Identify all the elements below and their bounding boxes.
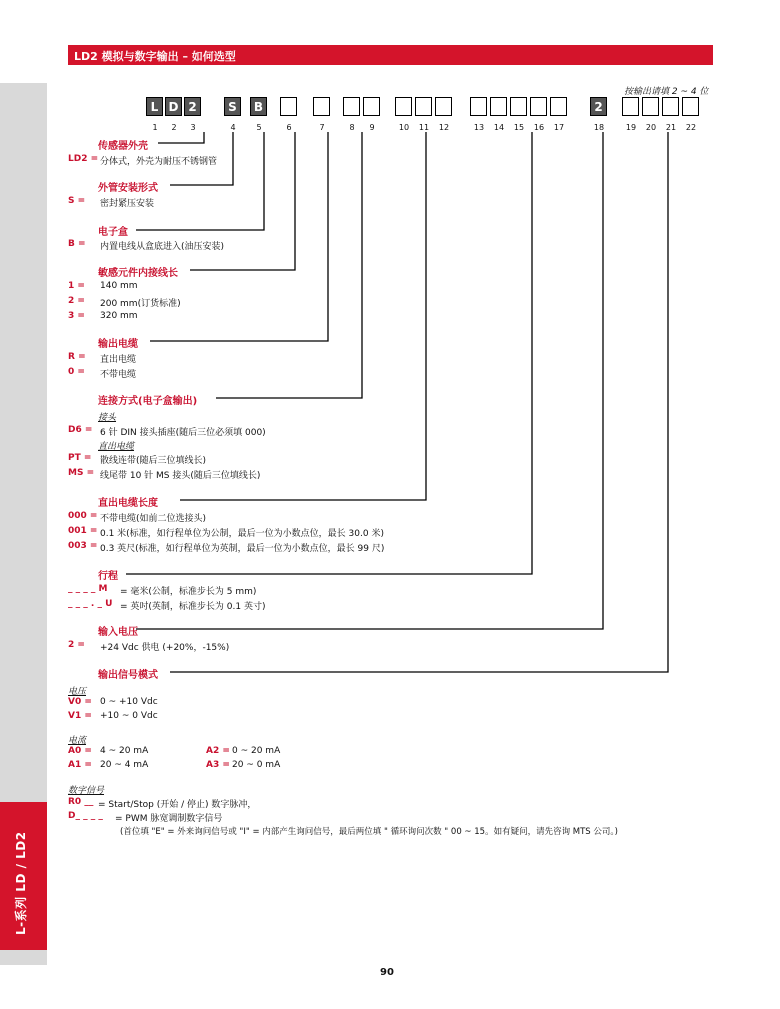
option-code: MS = [68,468,95,478]
option-desc: 20 ~ 4 mA [100,760,149,770]
section-title-electronics: 电子盒 [98,227,128,238]
subheading-cable: 直出电缆 [98,442,135,452]
leader-line-cable-length [180,132,426,500]
leader-line-voltage [136,132,603,629]
fill-note: 按输出请填 2 ~ 4 位 [624,87,709,97]
option-code: PT = [68,453,92,463]
option-code: 1 = [68,281,85,291]
code-box-18: 2 [590,97,607,116]
position-number: 1 [152,123,158,132]
position-number: 17 [553,123,565,132]
option-desc: = PWM 脉宽调制数字信号 [115,814,223,824]
option-desc: +24 Vdc 供电 (+20%，-15%) [100,643,230,653]
option-desc: 不带电缆 [100,370,137,380]
code-box-3: 2 [184,97,201,116]
position-number: 18 [593,123,605,132]
option-desc: 0.1 米(标准，如行程单位为公制，最后一位为小数点位，最长 30.0 米) [100,529,384,539]
option-desc: 4 ~ 20 mA [100,746,149,756]
option-code: B = [68,239,86,249]
leader-line-connection [216,132,362,398]
position-number: 20 [645,123,657,132]
position-number: 6 [286,123,292,132]
option-desc: 内置电线从盒底进入(油压安装) [100,242,225,252]
option-code: A1 = [68,760,92,770]
section-title-output-cable: 输出电缆 [98,339,138,350]
option-desc: 0 ~ +10 Vdc [100,697,158,707]
position-number: 14 [493,123,505,132]
position-number: 22 [685,123,697,132]
option-desc: 6 针 DIN 接头插座(随后三位必须填 000) [100,428,266,438]
option-code: 2 = [68,640,85,650]
option-code: 3 = [68,311,85,321]
option-desc: 0.3 英尺(标准，如行程单位为英制，最后一位为小数点位，最长 99 尺) [100,544,385,554]
option-code: 2 = [68,296,85,306]
position-number: 5 [256,123,262,132]
section-title-mounting: 外管安装形式 [98,183,158,194]
option-code: LD2 = [68,154,99,164]
option-code: D_ _ _ _ [68,811,103,821]
option-desc: 不带电缆(如前二位选接头) [100,514,207,524]
position-number: 21 [665,123,677,132]
section-title-stroke: 行程 [98,571,118,582]
option-desc: 0 ~ 20 mA [232,746,281,756]
option-desc: 140 mm [100,281,138,291]
leader-line-housing [158,132,204,143]
option-code: V0 = [68,697,92,707]
option-desc: 分体式，外壳为耐压不锈钢管 [100,157,218,167]
section-title-connection: 连接方式(电子盒输出) [98,396,198,407]
option-code: D6 = [68,425,93,435]
option-code: 000 = [68,511,98,521]
option-code: S = [68,196,86,206]
position-number: 16 [533,123,545,132]
banner-title: LD2 模拟与数字输出 – 如何选型 [74,50,236,63]
position-number: 7 [319,123,325,132]
side-tab-label: L-系列 LD / LD2 [14,831,28,935]
subheading-current: 电流 [68,736,87,746]
subheading-digital: 数字信号 [68,786,105,796]
page-number: 90 [380,967,394,978]
section-title-housing: 传感器外壳 [98,141,148,152]
section-title-cable-length: 直出电缆长度 [98,498,158,509]
code-box-4: S [224,97,241,116]
option-code: V1 = [68,711,92,721]
option-code: 003 = [68,541,98,551]
subheading-connector: 接头 [98,413,117,423]
option-code: _ _ _ _ M [68,584,108,594]
option-desc: = Start/Stop (开始 / 停止) 数字脉冲， [98,800,257,810]
position-number: 12 [438,123,450,132]
position-number: 4 [230,123,236,132]
option-desc: = 英吋(英制，标准步长为 0.1 英寸) [120,602,266,612]
option-code: A0 = [68,746,92,756]
position-number: 13 [473,123,485,132]
option-code: 001 = [68,526,98,536]
option-code: 0 = [68,367,85,377]
option-code: _ _ _ . _ U [68,599,113,609]
option-code: A2 = [206,746,230,756]
option-code: R = [68,352,86,362]
option-desc: 散线连带(随后三位填线长) [100,456,207,466]
option-code: A3 = [206,760,230,770]
option-desc: 线尾带 10 针 MS 接头(随后三位填线长) [100,471,261,481]
code-box-5: B [250,97,267,116]
position-number: 15 [513,123,525,132]
option-desc: +10 ~ 0 Vdc [100,711,158,721]
section-title-element-cable: 敏感元件内接线长 [98,268,178,279]
position-number: 2 [171,123,177,132]
subheading-voltage: 电压 [68,687,87,697]
position-number: 3 [190,123,196,132]
section-title-voltage: 输入电压 [98,627,138,638]
digital-note: (首位填 "E" = 外来询问信号或 "I" = 内部产生询问信号，最后两位填 " 循环询问次数 " 00 ~ 15。如有疑问，请先咨询 MTS 公司。) [120,827,618,837]
option-code: R0 __ [68,797,94,807]
position-number: 9 [369,123,375,132]
leader-line-stroke [126,132,532,574]
position-number: 8 [349,123,355,132]
option-desc: 密封紧压安装 [100,199,155,209]
option-desc: 20 ~ 0 mA [232,760,281,770]
option-desc: = 毫米(公制，标准步长为 5 mm) [120,587,257,597]
code-box-2: D [165,97,182,116]
code-box-1: L [146,97,163,116]
position-number: 11 [418,123,430,132]
section-title-output-signal: 输出信号模式 [98,670,158,681]
option-desc: 200 mm(订货标准) [100,299,181,309]
option-desc: 320 mm [100,311,138,321]
option-desc: 直出电缆 [100,355,137,365]
position-number: 19 [625,123,637,132]
position-number: 10 [398,123,410,132]
